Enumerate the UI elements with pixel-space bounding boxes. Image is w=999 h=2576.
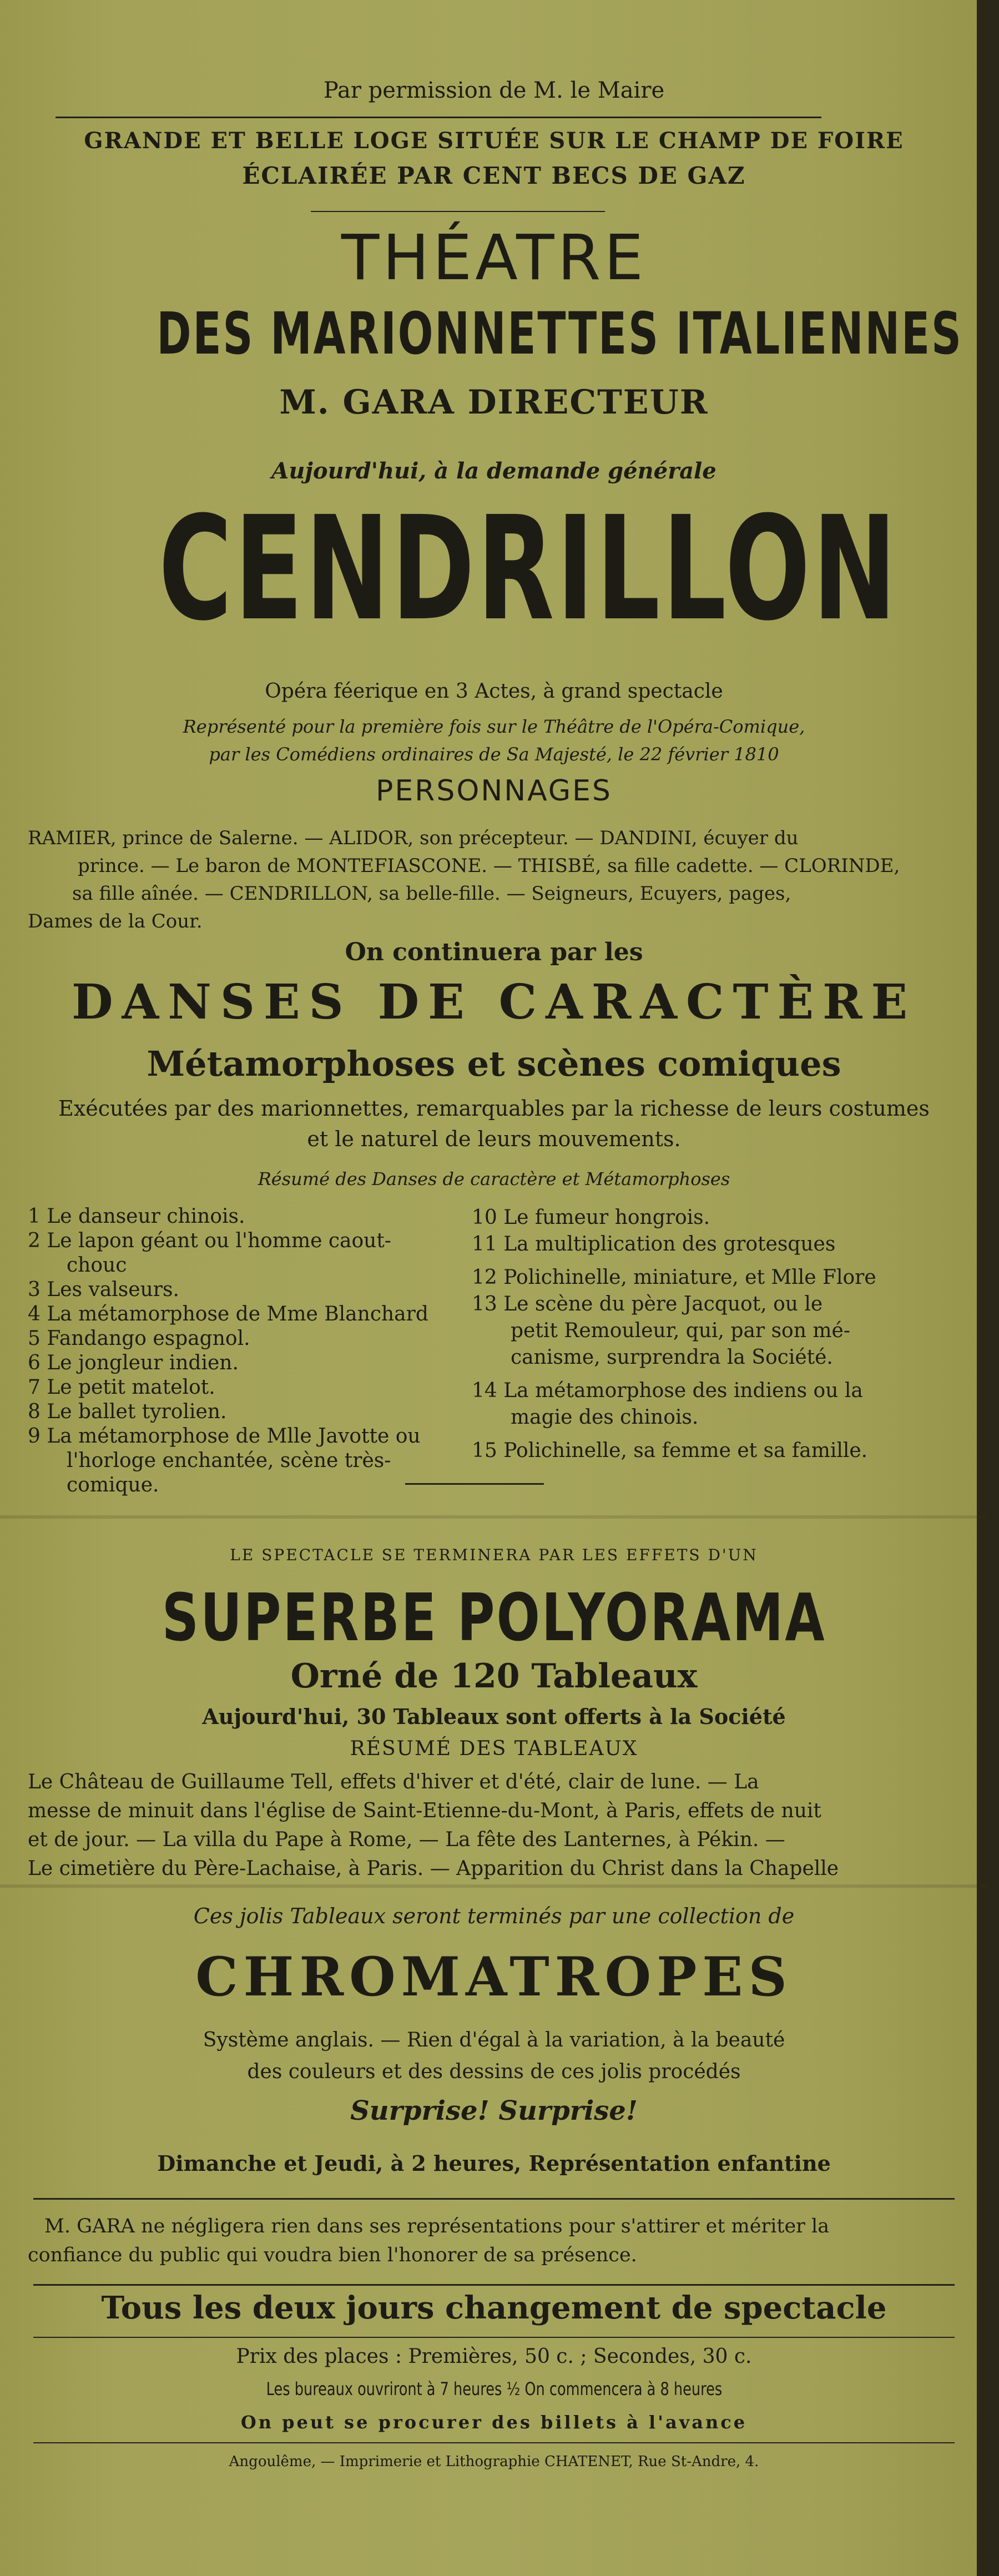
cendrillon-title: CENDRILLON: [158, 486, 899, 652]
continue-line: On continuera par les: [345, 938, 643, 966]
resume-tableaux: RÉSUMÉ DES TABLEAUX: [350, 1737, 638, 1760]
premiere-line-2: par les Comédiens ordinaires de Sa Majesté, le 22 février 1810: [209, 744, 779, 765]
list-item: 6 Le jongleur indien.: [28, 1352, 239, 1374]
negligera-text: [28, 2212, 966, 2270]
danses-title: DANSES DE CARACTÈRE: [71, 974, 917, 1030]
divider: [33, 2198, 955, 2200]
chromatropes-title: CHROMATROPES: [195, 1945, 793, 2008]
offerts-line: Aujourd'hui, 30 Tableaux sont offerts à la Société: [202, 1704, 786, 1729]
list-item: 11 La multiplication des grotesques: [472, 1233, 836, 1256]
imprimerie-line: Angoulême, — Imprimerie et Lithographie CHATENET, Rue St-Andre, 4.: [229, 2453, 759, 2470]
theatre-title: THÉATRE: [341, 222, 647, 294]
marionnettes-title: DES MARIONNETTES ITALIENNES: [157, 300, 963, 367]
personnages-list: [28, 824, 966, 935]
negligera-line: confiance du public qui voudra bien l'honorer de sa présence.: [28, 2244, 637, 2266]
list-item: chouc: [67, 1254, 127, 1277]
opera-line: Opéra féerique en 3 Actes, à grand spectacle: [265, 680, 723, 703]
divider: [33, 2284, 955, 2286]
loge-line: GRANDE ET BELLE LOGE SITUÉE SUR LE CHAMP DE FOIRE: [84, 128, 904, 154]
list-item: 9 La métamorphose de Mlle Javotte ou: [28, 1425, 421, 1448]
list-item: magie des chinois.: [511, 1406, 699, 1429]
paper-crease: [0, 1884, 988, 1888]
changement-line: Tous les deux jours changement de spectacle: [101, 2290, 887, 2326]
list-item: 3 Les valseurs.: [28, 1278, 179, 1301]
list-item: 12 Polichinelle, miniature, et Mlle Flore: [472, 1266, 876, 1289]
prix-line: Prix des places : Premières, 50 c. ; Secondes, 30 c.: [236, 2345, 752, 2368]
danses-list-right: [472, 1204, 971, 1464]
personnages-heading: PERSONNAGES: [376, 774, 612, 808]
divider: [33, 2337, 955, 2338]
permission-line: Par permission de M. le Maire: [323, 78, 665, 103]
premiere-line-1: Représenté pour la première fois sur le Théâtre de l'Opéra-Comique,: [183, 716, 805, 737]
list-item: 2 Le lapon géant ou l'homme caout-: [28, 1229, 391, 1252]
tableaux-line: Le Château de Guillaume Tell, effets d'hiver et d'été, clair de lune. — La: [28, 1771, 759, 1793]
personnages-line: Dames de la Cour.: [28, 910, 203, 932]
list-item: 15 Polichinelle, sa femme et sa famille.: [472, 1439, 868, 1462]
systeme-line-1: Système anglais. — Rien d'égal à la variation, à la beauté: [203, 2029, 785, 2051]
list-item: 10 Le fumeur hongrois.: [472, 1206, 710, 1229]
tableaux-text: [28, 1768, 966, 1883]
today-line: Aujourd'hui, à la demande générale: [271, 458, 717, 484]
billets-line: On peut se procurer des billets à l'avance: [240, 2412, 748, 2433]
list-item: 1 Le danseur chinois.: [28, 1205, 245, 1228]
list-item: 7 Le petit matelot.: [28, 1376, 215, 1399]
tableaux-line: messe de minuit dans l'église de Saint-Etienne-du-Mont, à Paris, effets de nuit: [28, 1799, 821, 1822]
divider: [33, 2442, 955, 2443]
list-item: 14 La métamorphose des indiens ou la: [472, 1379, 863, 1402]
terminera-line: LE SPECTACLE SE TERMINERA PAR LES EFFETS D'UN: [230, 1546, 758, 1564]
director-line: M. GARA DIRECTEUR: [279, 383, 709, 422]
tableaux-line: et de jour. — La villa du Pape à Rome, — La fête des Lanternes, à Pékin. —: [28, 1828, 785, 1851]
metamorphoses-title: Métamorphoses et scènes comiques: [147, 1043, 841, 1084]
orne-line: Orné de 120 Tableaux: [290, 1657, 698, 1696]
systeme-line-2: des couleurs et des dessins de ces jolis procédés: [247, 2060, 741, 2083]
list-item: 8 Le ballet tyrolien.: [28, 1400, 227, 1423]
surprise-line: Surprise! Surprise!: [350, 2095, 638, 2126]
resume-danses: Résumé des Danses de caractère et Métamorphoses: [258, 1168, 730, 1189]
jolis-line: Ces jolis Tableaux seront terminés par une collection de: [193, 1904, 795, 1928]
dimanche-line: Dimanche et Jeudi, à 2 heures, Représentation enfantine: [157, 2151, 831, 2176]
gaz-line: ÉCLAIRÉE PAR CENT BECS DE GAZ: [242, 162, 746, 189]
ornament-divider: [311, 211, 605, 212]
negligera-line: M. GARA ne négligera rien dans ses représentations pour s'attirer et mériter la: [44, 2215, 830, 2237]
list-item: canisme, surprendra la Société.: [511, 1346, 833, 1369]
divider: [405, 1483, 544, 1485]
executees-line-1: Exécutées par des marionnettes, remarquables par la richesse de leurs costumes: [58, 1096, 930, 1121]
list-item: l'horloge enchantée, scène très-: [67, 1449, 391, 1472]
personnages-line: sa fille aînée. — CENDRILLON, sa belle-fille. — Seigneurs, Ecuyers, pages,: [72, 883, 791, 905]
executees-line-2: et le naturel de leurs mouvements.: [307, 1127, 681, 1151]
list-item: petit Remouleur, qui, par son mé-: [511, 1319, 850, 1342]
divider: [56, 117, 821, 118]
list-item: 5 Fandango espagnol.: [28, 1327, 250, 1350]
list-item: 4 La métamorphose de Mme Blanchard: [28, 1303, 428, 1325]
personnages-line: prince. — Le baron de MONTEFIASCONE. — THISBÉ, sa fille cadette. — CLORINDE,: [78, 855, 900, 877]
list-item: comique.: [67, 1474, 159, 1496]
danses-list-left: [28, 1204, 466, 1498]
paper-crease: [0, 1515, 988, 1519]
list-item: 13 Le scène du père Jacquot, ou le: [472, 1293, 823, 1315]
bureaux-line: Les bureaux ouvriront à 7 heures ½ On commencera à 8 heures: [266, 2378, 722, 2399]
tableaux-line: Le cimetière du Père-Lachaise, à Paris. — Apparition du Christ dans la Chapelle: [28, 1857, 839, 1880]
personnages-line: RAMIER, prince de Salerne. — ALIDOR, son précepteur. — DANDINI, écuyer du: [28, 827, 799, 849]
polyorama-title: SUPERBE POLYORAMA: [162, 1579, 826, 1656]
